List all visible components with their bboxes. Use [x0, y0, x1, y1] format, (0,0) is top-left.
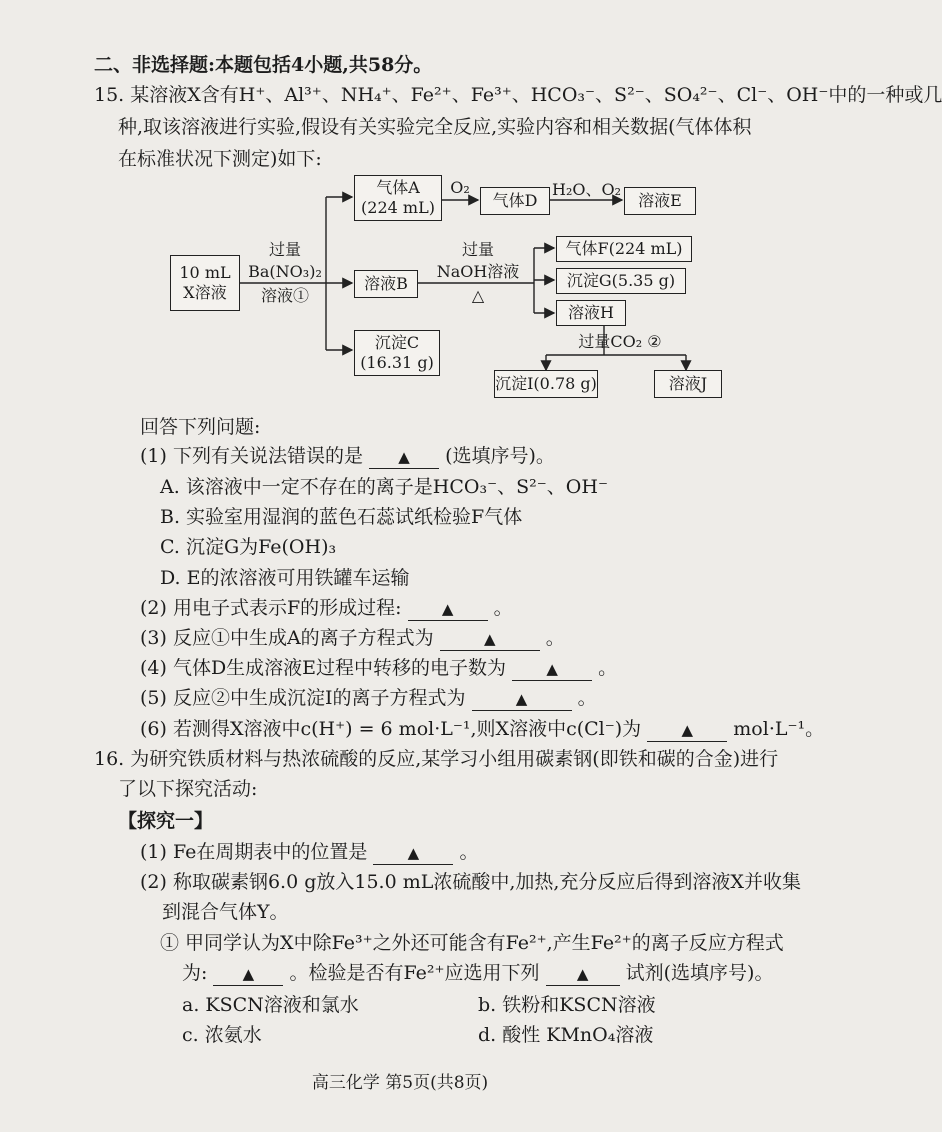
q15-part2-text: (2) 用电子式表示F的形成过程: — [140, 597, 402, 619]
q15-part2-blank[interactable] — [408, 597, 488, 621]
page-footer: 高三化学 第5页(共8页) — [311, 1073, 489, 1093]
blank-marker: ▲ — [242, 965, 255, 983]
q15-part4-blank[interactable] — [512, 657, 592, 681]
blank-marker: ▲ — [407, 844, 420, 862]
reagent1-line3: 溶液① — [260, 286, 309, 305]
q15-part5-suffix: 。 — [577, 687, 597, 709]
q16-part1 — [140, 839, 478, 865]
gas-f-text: 气体F(224 mL) — [565, 239, 683, 258]
q15-part2-suffix: 。 — [493, 597, 513, 619]
q15-part3-suffix: 。 — [545, 627, 565, 649]
q16-stem-line2: 了以下探究活动: — [118, 778, 258, 800]
q15-part3-blank[interactable] — [440, 627, 540, 651]
blank-marker: ▲ — [576, 965, 589, 983]
q16-sub1-line2 — [182, 960, 773, 986]
q15-part5-blank[interactable] — [472, 687, 572, 711]
q15-stem-line3: 在标准状况下测定)如下: — [118, 148, 322, 170]
precip-g-text: 沉淀G(5.35 g) — [566, 271, 676, 290]
start-box-line1: 10 mL — [179, 263, 231, 282]
q16-part2-line1: (2) 称取碳素钢6.0 g放入15.0 mL浓硫酸中,加热,充分反应后得到溶液X并收集 — [140, 871, 801, 893]
q15-option-a: A. 该溶液中一定不存在的离子是HCO₃⁻、S²⁻、OH⁻ — [160, 476, 608, 498]
answer-prompt: 回答下列问题: — [140, 416, 261, 438]
q16-sub1-middle: 。检验是否有Fe²⁺应选用下列 — [289, 962, 540, 984]
h2o-o2-label: H₂O、O₂ — [552, 180, 622, 199]
q15-stem-line2: 种,取该溶液进行实验,假设有关实验完全反应,实验内容和相关数据(气体体积 — [118, 116, 752, 138]
q15-part1-text: (1) 下列有关说法错误的是 — [140, 445, 363, 467]
q15-part6-text: (6) 若测得X溶液中c(H⁺) = 6 mol·L⁻¹,则X溶液中c(Cl⁻)为 — [140, 718, 642, 740]
solution-e-box — [624, 187, 696, 215]
precip-i-text: 沉淀I(0.78 g) — [495, 374, 597, 393]
q16-part2-line2: 到混合气体Y。 — [162, 901, 289, 923]
reagent2-line2: NaOH溶液 — [436, 262, 520, 281]
o2-label: O₂ — [450, 178, 470, 197]
reagent2-heat: △ — [471, 286, 485, 305]
q15-part4 — [140, 655, 617, 681]
q16-sub1-suffix: 试剂(选填序号)。 — [625, 962, 774, 984]
reagent1-line1: 过量 — [268, 240, 301, 259]
reagent1-line2: Ba(NO₃)₂ — [248, 262, 322, 281]
gas-a-line1: 气体A — [376, 178, 420, 197]
solution-h-text: 溶液H — [568, 303, 614, 322]
q15-part5-text: (5) 反应②中生成沉淀I的离子方程式为 — [140, 687, 466, 709]
q15-part1 — [140, 443, 555, 469]
q15-option-d: D. E的浓溶液可用铁罐车运输 — [160, 567, 410, 589]
q15-option-b: B. 实验室用湿润的蓝色石蕊试纸检验F气体 — [160, 506, 523, 528]
section-title: 二、非选择题:本题包括4小题,共58分。 — [94, 54, 433, 76]
start-box-line2: X溶液 — [183, 283, 227, 302]
q16-part1-text: (1) Fe在周期表中的位置是 — [140, 841, 368, 863]
q16-part1-suffix: 。 — [459, 841, 479, 863]
precip-c-box — [354, 330, 440, 376]
q16-sub1-blank1[interactable] — [213, 962, 283, 986]
blank-marker: ▲ — [483, 630, 496, 648]
q16-sub1-blank2[interactable] — [546, 962, 620, 986]
gas-d-text: 气体D — [492, 191, 538, 210]
q15-part4-text: (4) 气体D生成溶液E过程中转移的电子数为 — [140, 657, 507, 679]
reagent2-line1: 过量 — [461, 240, 494, 259]
blank-marker: ▲ — [398, 448, 410, 466]
precip-g-box — [556, 268, 686, 294]
precip-i-box — [494, 370, 598, 398]
q15-part3-text: (3) 反应①中生成A的离子方程式为 — [140, 627, 434, 649]
q16-option-b: b. 铁粉和KSCN溶液 — [478, 994, 656, 1016]
precip-c-line2: (16.31 g) — [360, 353, 434, 372]
q16-stem-line1: 16. 为研究铁质材料与热浓硫酸的反应,某学习小组用碳素钢(即铁和碳的合金)进行 — [94, 748, 779, 770]
gas-a-line2: (224 mL) — [361, 198, 435, 217]
solution-j-box — [654, 370, 722, 398]
q15-part1-blank[interactable] — [369, 445, 439, 469]
solution-e-text: 溶液E — [638, 191, 682, 210]
q15-option-c: C. 沉淀G为Fe(OH)₃ — [160, 536, 337, 558]
q16-option-a: a. KSCN溶液和氯水 — [182, 994, 359, 1016]
blank-marker: ▲ — [546, 660, 558, 678]
explore-heading: 【探究一】 — [118, 810, 214, 832]
blank-marker: ▲ — [681, 721, 693, 739]
q16-option-d: d. 酸性 KMnO₄溶液 — [478, 1024, 654, 1046]
q15-stem-line1: 15. 某溶液X含有H⁺、Al³⁺、NH₄⁺、Fe²⁺、Fe³⁺、HCO₃⁻、S²⁻、SO₄²⁻、Cl⁻、OH⁻中的一种或几 — [94, 84, 942, 106]
blank-marker: ▲ — [515, 690, 528, 708]
gas-f-box — [556, 236, 692, 262]
precip-c-line1: 沉淀C — [374, 333, 420, 352]
q15-part4-suffix: 。 — [598, 657, 618, 679]
q15-part1-suffix: (选填序号)。 — [445, 445, 555, 467]
gas-d-box — [480, 187, 550, 215]
q15-part3 — [140, 625, 565, 651]
solution-h-box — [556, 300, 626, 326]
q15-part6-blank[interactable] — [647, 718, 727, 742]
q15-part6-suffix: mol·L⁻¹。 — [733, 718, 825, 740]
solution-b-box — [354, 270, 418, 298]
co2-label: 过量CO₂ ② — [578, 332, 662, 351]
q16-sub1-line1: ① 甲同学认为X中除Fe³⁺之外还可能含有Fe²⁺,产生Fe²⁺的离子反应方程式 — [160, 932, 784, 954]
solution-b-text: 溶液B — [364, 274, 408, 293]
start-box-x-solution — [170, 255, 240, 311]
q15-part2 — [140, 595, 513, 621]
q16-part1-blank[interactable] — [373, 841, 453, 865]
q15-part5 — [140, 685, 597, 711]
solution-j-text: 溶液J — [668, 374, 708, 393]
q16-sub1-prefix: 为: — [182, 962, 208, 984]
q15-part6 — [140, 716, 824, 742]
q16-option-c: c. 浓氨水 — [182, 1024, 262, 1046]
gas-a-box — [354, 175, 442, 221]
blank-marker: ▲ — [441, 600, 454, 618]
